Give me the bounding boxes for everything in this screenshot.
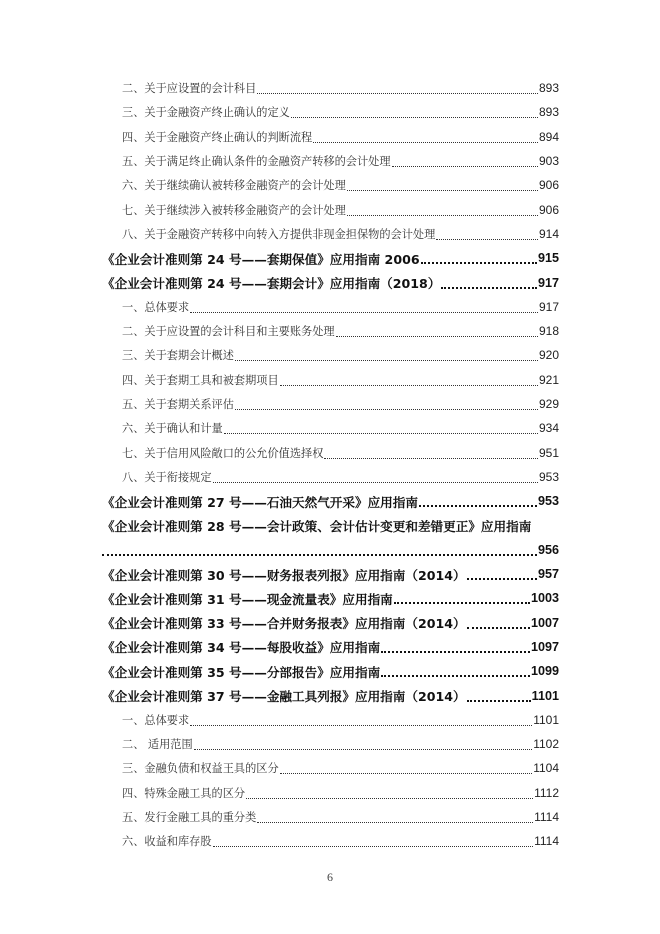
toc-chapter-entry[interactable] <box>102 611 559 635</box>
dot-leader <box>347 208 538 218</box>
toc-entry[interactable] <box>102 829 559 853</box>
toc-entry-title: 四、关于套期工具和被套期项目 <box>122 373 279 387</box>
toc-entry-page: 914 <box>538 226 559 241</box>
toc-entry-page: 929 <box>538 397 559 411</box>
dot-leader <box>246 791 533 801</box>
toc-entry[interactable] <box>102 343 559 367</box>
toc-entry[interactable] <box>102 708 559 732</box>
toc-entry-page: 1114 <box>534 810 559 825</box>
dot-leader <box>291 110 538 120</box>
toc-entry-title: 六、关于继续确认被转移金融资产的会计处理 <box>122 179 346 193</box>
dot-leader <box>336 329 538 339</box>
toc-entry-title: 八、关于衔接规定 <box>122 470 212 484</box>
toc-entry-leader-line <box>102 538 559 562</box>
toc-entry-title: 《企业会计准则第 34 号——每股收益》应用指南 <box>102 640 381 656</box>
toc-entry[interactable] <box>102 756 559 780</box>
toc-chapter-entry[interactable] <box>102 562 559 586</box>
dot-leader <box>257 86 538 96</box>
toc-entry-title: 《企业会计准则第 37 号——金融工具列报》应用指南（2014） <box>102 689 466 705</box>
toc-entry-title: 三、关于套期会计概述 <box>122 349 234 363</box>
dot-leader <box>280 378 538 388</box>
toc-entry-title: 一、总体要求 <box>122 713 190 727</box>
toc-entry-page: 1101 <box>531 688 559 703</box>
toc-entry-page: 921 <box>538 372 559 387</box>
dot-leader <box>381 669 530 679</box>
dot-leader <box>381 645 530 655</box>
toc-chapter-entry[interactable] <box>102 270 559 294</box>
toc-entry[interactable] <box>102 173 559 197</box>
toc-entry-page: 906 <box>538 202 559 217</box>
toc-entry-page: 1007 <box>530 615 559 630</box>
dot-leader <box>394 596 530 606</box>
dot-leader <box>347 183 538 193</box>
toc-entry[interactable] <box>102 319 559 343</box>
toc-chapter-entry[interactable] <box>102 683 559 707</box>
page-number: 6 <box>327 870 333 884</box>
toc-entry-title: 一、总体要求 <box>122 300 190 314</box>
toc-entry-page: 920 <box>538 348 559 363</box>
toc-entry[interactable] <box>102 805 559 829</box>
toc-entry-page: 917 <box>537 275 559 290</box>
toc-entry-page: 957 <box>537 567 559 582</box>
toc-entry[interactable] <box>102 368 559 392</box>
dot-leader <box>467 621 530 631</box>
toc-chapter-entry[interactable] <box>102 246 559 270</box>
dot-leader <box>224 426 538 436</box>
toc-entry-title: 《企业会计准则第 31 号——现金流量表》应用指南 <box>102 591 393 607</box>
toc-entry-page: 1102 <box>533 737 559 752</box>
toc-entry-title: 四、特殊金融工具的区分 <box>122 786 246 800</box>
toc-entry-title: 《企业会计准则第 24 号——套期会计》应用指南（2018） <box>102 276 441 292</box>
toc-entry-page: 917 <box>538 299 559 314</box>
dot-leader <box>392 159 538 169</box>
toc-entry[interactable] <box>102 125 559 149</box>
toc-entry-title: 七、关于继续涉入被转移金融资产的会计处理 <box>122 203 346 217</box>
toc-chapter-entry[interactable] <box>102 635 559 659</box>
dot-leader <box>213 839 534 849</box>
toc-entry-title: 二、关于应设置的会计科目 <box>122 82 257 96</box>
toc-entry[interactable] <box>102 440 559 464</box>
toc-entry[interactable] <box>102 197 559 221</box>
toc-entry[interactable] <box>102 732 559 756</box>
toc-entry-page: 953 <box>538 469 559 484</box>
toc-entry-title: 《企业会计准则第 35 号——分部报告》应用指南 <box>102 664 381 680</box>
toc-entry-title: 《企业会计准则第 27 号——石油天然气开采》应用指南 <box>102 494 418 510</box>
toc-entry-title: 五、关于满足终止确认条件的金融资产转移的会计处理 <box>122 155 391 169</box>
toc-entry-page: 893 <box>538 81 559 96</box>
dot-leader <box>235 353 538 363</box>
toc-chapter-entry-wrapped[interactable] <box>102 513 559 562</box>
dot-leader <box>190 305 538 315</box>
toc-entry-page: 906 <box>538 178 559 193</box>
toc-entry-page: 903 <box>538 154 559 169</box>
toc-entry-title: 三、关于金融资产终止确认的定义 <box>122 106 290 120</box>
toc-entry[interactable] <box>102 295 559 319</box>
dot-leader <box>421 256 537 266</box>
dot-leader <box>235 402 538 412</box>
toc-entry-title: 四、关于金融资产终止确认的判断流程 <box>122 130 313 144</box>
toc-entry-title: 五、关于套期关系评估 <box>122 398 234 411</box>
toc-entry-title-line <box>102 513 559 537</box>
toc-entry-page: 1104 <box>533 761 559 776</box>
dot-leader <box>257 815 533 825</box>
toc-entry[interactable] <box>102 416 559 440</box>
toc-entry-page: 953 <box>537 494 559 509</box>
toc-entry[interactable] <box>102 100 559 124</box>
toc-entry-page: 1097 <box>530 639 559 654</box>
toc-entry-page: 915 <box>537 251 559 266</box>
toc-entry-title: 五、发行金融工具的重分类 <box>122 811 257 825</box>
table-of-contents <box>102 76 559 854</box>
dot-leader <box>441 281 537 291</box>
toc-entry-page: 956 <box>537 542 559 557</box>
toc-entry-title: 六、收益和库存股 <box>122 835 212 849</box>
toc-entry[interactable] <box>102 149 559 173</box>
toc-entry-title: 八、关于金融资产转移中向转入方提供非现金担保物的会计处理 <box>122 227 436 241</box>
toc-entry-title: 二、 适用范围 <box>122 738 193 752</box>
toc-entry-page: 1114 <box>534 834 559 849</box>
dot-leader <box>194 742 533 752</box>
toc-entry-page: 1099 <box>530 664 559 679</box>
toc-entry-page: 893 <box>538 105 559 120</box>
toc-entry-page: 951 <box>538 445 559 460</box>
toc-chapter-entry[interactable] <box>102 489 559 513</box>
dot-leader <box>190 718 532 728</box>
toc-entry-title: 《企业会计准则第 24 号——套期保值》应用指南 2006 <box>102 251 420 267</box>
toc-entry[interactable] <box>102 781 559 805</box>
toc-entry-page: 1112 <box>534 785 559 800</box>
toc-entry-title: 六、关于确认和计量 <box>122 422 223 436</box>
dot-leader <box>324 451 538 461</box>
dot-leader <box>280 766 533 776</box>
toc-entry-title: 二、关于应设置的会计科目和主要账务处理 <box>122 325 335 339</box>
dot-leader <box>102 548 537 558</box>
toc-chapter-entry[interactable] <box>102 659 559 683</box>
dot-leader <box>467 572 537 582</box>
toc-chapter-entry[interactable] <box>102 586 559 610</box>
toc-entry[interactable] <box>102 465 559 489</box>
toc-entry[interactable] <box>102 222 559 246</box>
dot-leader <box>313 135 538 145</box>
toc-entry-title: 《企业会计准则第 33 号——合并财务报表》应用指南（2014） <box>102 616 466 632</box>
toc-entry-title: 七、关于信用风险敞口的公允价值选择权 <box>122 446 324 460</box>
toc-entry-page: 1003 <box>530 591 559 606</box>
dot-leader <box>467 694 531 704</box>
toc-entry-title: 三、金融负债和权益王具的区分 <box>122 762 279 776</box>
dot-leader <box>436 232 538 242</box>
dot-leader <box>419 499 537 509</box>
toc-entry-page: 1101 <box>533 712 559 727</box>
toc-entry-page: 894 <box>538 129 559 144</box>
toc-entry[interactable] <box>102 76 559 100</box>
toc-entry-page: 918 <box>538 324 559 339</box>
toc-entry[interactable] <box>102 392 559 416</box>
toc-entry-page: 934 <box>538 421 559 436</box>
toc-entry-title: 《企业会计准则第 28 号——会计政策、会计估计变更和差错更正》应用指南 <box>102 518 532 534</box>
toc-entry-title: 《企业会计准则第 30 号——财务报表列报》应用指南（2014） <box>102 567 466 583</box>
dot-leader <box>213 475 538 485</box>
